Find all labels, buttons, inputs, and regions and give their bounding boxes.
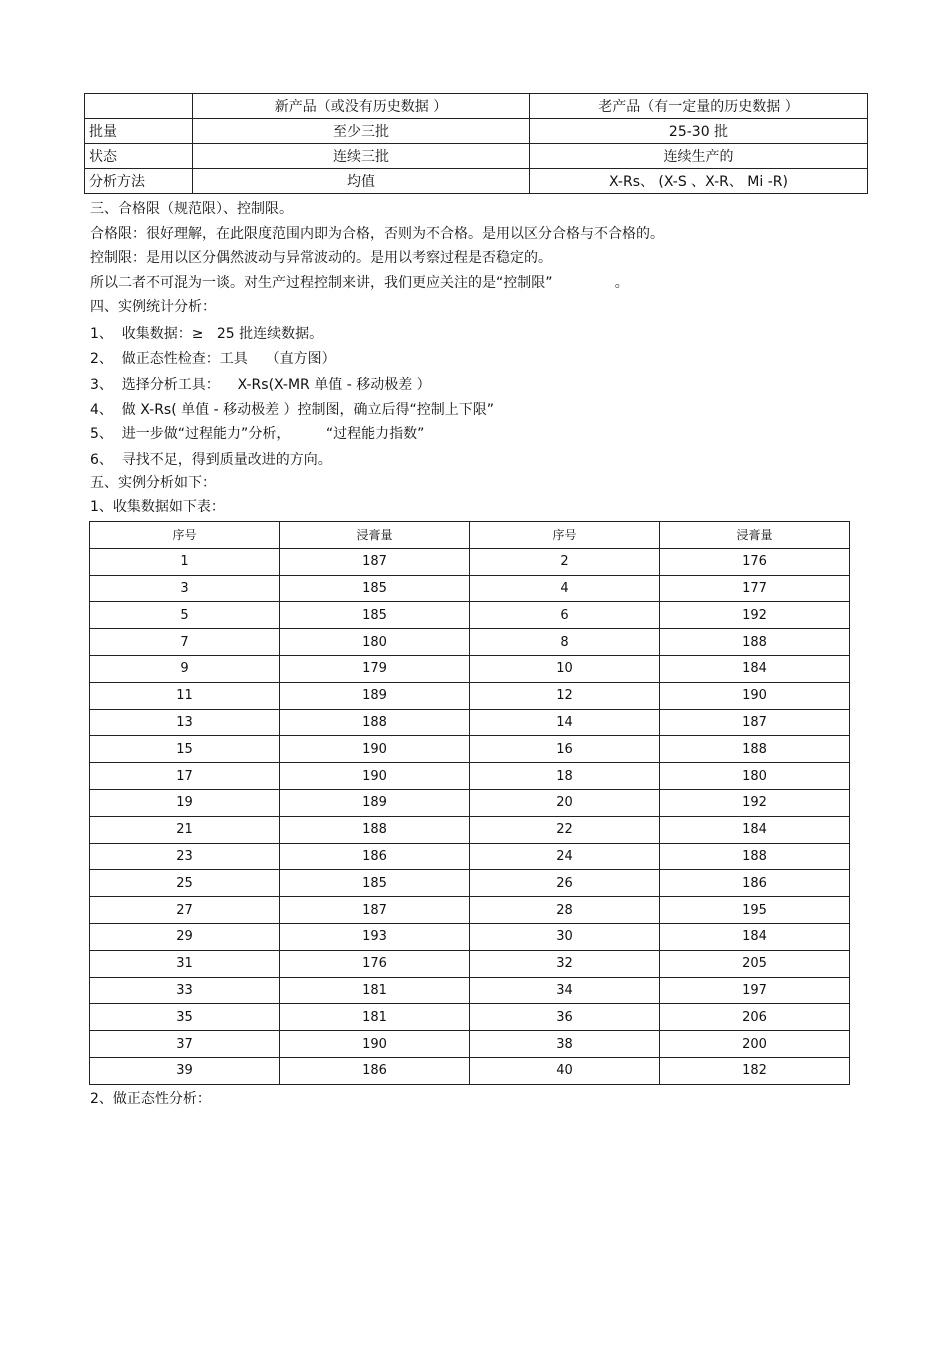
table-cell-extract: 197 [660,977,850,1004]
table-cell-index: 1 [90,548,280,575]
table-row [90,1057,850,1084]
comparison-row [85,119,868,144]
table-cell-index: 4 [470,575,660,602]
comparison-table [84,93,868,194]
table-cell-extract: 187 [280,548,470,575]
table-cell-extract: 189 [280,682,470,709]
table-cell-index: 30 [470,923,660,950]
table-cell-extract: 192 [660,602,850,629]
table-row [90,682,850,709]
comparison-cell: 连续生产的 [530,144,868,169]
table-cell-extract: 176 [660,548,850,575]
table-cell-index: 28 [470,897,660,924]
table-cell-extract: 187 [660,709,850,736]
table-cell-index: 8 [470,629,660,656]
table-row [90,709,850,736]
table-cell-index: 37 [90,1031,280,1058]
table-row [90,843,850,870]
table-cell-index: 9 [90,655,280,682]
table-cell-extract: 188 [660,843,850,870]
table-cell-extract: 186 [280,1057,470,1084]
table-row [90,816,850,843]
column-header-extract: 浸膏量 [660,522,850,549]
table-cell-index: 36 [470,1004,660,1031]
table-cell-extract: 205 [660,950,850,977]
column-header-index: 序号 [90,522,280,549]
data-table [89,521,850,1085]
table-cell-index: 10 [470,655,660,682]
table-cell-extract: 193 [280,923,470,950]
table-cell-extract: 187 [280,897,470,924]
table-row [90,763,850,790]
paragraph-control-limit: 控制限：是用以区分偶然波动与异常波动的。是用以考察过程是否稳定的。 [90,250,552,266]
table-cell-index: 26 [470,870,660,897]
table-row [90,897,850,924]
table-cell-index: 31 [90,950,280,977]
list-item-step-4: 4、 做 X-Rs( 单值 - 移动极差 ）控制图，确立后得“控制上下限” [90,402,495,418]
table-cell-index: 15 [90,736,280,763]
table-cell-index: 7 [90,629,280,656]
table-row [90,950,850,977]
paragraph-acceptance-limit: 合格限：很好理解，在此限度范围内即为合格，否则为不合格。是用以区分合格与不合格的。 [90,226,664,242]
table-cell-index: 17 [90,763,280,790]
comparison-cell: 状态 [85,144,193,169]
table-row [90,789,850,816]
comparison-cell: 批量 [85,119,193,144]
table-cell-index: 38 [470,1031,660,1058]
table-cell-extract: 179 [280,655,470,682]
comparison-header-cell: 新产品（或没有历史数据 ） [193,94,530,119]
table-cell-index: 5 [90,602,280,629]
table-cell-extract: 184 [660,923,850,950]
table-row [90,736,850,763]
table-cell-index: 22 [470,816,660,843]
table-cell-index: 33 [90,977,280,1004]
table-row [90,629,850,656]
data-table-body [90,548,850,1084]
table-cell-index: 6 [470,602,660,629]
table-row [90,575,850,602]
comparison-cell: 连续三批 [193,144,530,169]
table-cell-index: 34 [470,977,660,1004]
table-cell-index: 14 [470,709,660,736]
table-cell-index: 21 [90,816,280,843]
column-header-extract: 浸膏量 [280,522,470,549]
comparison-cell: 分析方法 [85,169,193,194]
table-row [90,870,850,897]
comparison-row [85,169,868,194]
list-item-step-5: 5、 进一步做“过程能力”分析， “过程能力指数” [90,426,425,442]
table-cell-extract: 186 [280,843,470,870]
paragraph-conclusion: 所以二者不可混为一谈。对生产过程控制来讲，我们更应关注的是“控制限” 。 [90,275,629,291]
table-cell-extract: 181 [280,1004,470,1031]
table-row [90,1031,850,1058]
table-cell-index: 11 [90,682,280,709]
table-cell-extract: 182 [660,1057,850,1084]
data-table-header-row [90,522,850,549]
table-cell-extract: 181 [280,977,470,1004]
table-cell-extract: 176 [280,950,470,977]
table-cell-index: 23 [90,843,280,870]
table-cell-index: 19 [90,789,280,816]
section-heading-example: 五、实例分析如下： [90,475,216,491]
table-cell-extract: 180 [280,629,470,656]
table-row [90,655,850,682]
section-heading-analysis: 四、实例统计分析： [90,299,216,315]
table-cell-extract: 188 [280,709,470,736]
comparison-cell: X-Rs、 (X-S 、X-R、 Mi -R) [530,169,868,194]
table-cell-extract: 185 [280,575,470,602]
table-row [90,548,850,575]
comparison-cell: 25-30 批 [530,119,868,144]
table-cell-index: 3 [90,575,280,602]
table-cell-index: 13 [90,709,280,736]
table-cell-extract: 177 [660,575,850,602]
subheading-collect-data: 1、收集数据如下表： [90,499,225,515]
table-cell-extract: 188 [280,816,470,843]
table-cell-index: 24 [470,843,660,870]
list-item-step-3: 3、 选择分析工具： X-Rs(X-MR 单值 - 移动极差 ） [90,377,431,393]
table-cell-extract: 200 [660,1031,850,1058]
table-cell-index: 20 [470,789,660,816]
table-cell-index: 2 [470,548,660,575]
table-cell-extract: 190 [280,763,470,790]
list-item-step-2: 2、 做正态性检查：工具 （直方图） [90,351,336,367]
comparison-header-cell: 老产品（有一定量的历史数据 ） [530,94,868,119]
table-cell-extract: 189 [280,789,470,816]
table-cell-index: 40 [470,1057,660,1084]
table-row [90,1004,850,1031]
table-row [90,923,850,950]
table-cell-extract: 185 [280,870,470,897]
table-cell-index: 27 [90,897,280,924]
column-header-index: 序号 [470,522,660,549]
table-cell-extract: 190 [280,1031,470,1058]
table-cell-index: 16 [470,736,660,763]
table-cell-index: 12 [470,682,660,709]
table-cell-extract: 184 [660,816,850,843]
table-cell-index: 32 [470,950,660,977]
table-row [90,977,850,1004]
table-cell-extract: 190 [280,736,470,763]
comparison-cell: 至少三批 [193,119,530,144]
table-cell-extract: 184 [660,655,850,682]
table-cell-extract: 180 [660,763,850,790]
table-cell-extract: 186 [660,870,850,897]
comparison-header-row [85,94,868,119]
table-cell-extract: 206 [660,1004,850,1031]
table-row [90,602,850,629]
list-item-step-6: 6、 寻找不足，得到质量改进的方向。 [90,452,332,468]
table-cell-index: 35 [90,1004,280,1031]
comparison-cell: 均值 [193,169,530,194]
comparison-header-cell [85,94,193,119]
table-cell-extract: 192 [660,789,850,816]
table-cell-extract: 188 [660,629,850,656]
list-item-step-1: 1、 收集数据：≥ 25 批连续数据。 [90,326,324,342]
table-cell-extract: 188 [660,736,850,763]
subheading-normality: 2、做正态性分析： [90,1091,211,1107]
section-heading-limits: 三、合格限（规范限）、控制限。 [90,201,293,217]
table-cell-index: 25 [90,870,280,897]
table-cell-extract: 190 [660,682,850,709]
table-cell-index: 29 [90,923,280,950]
comparison-row [85,144,868,169]
table-cell-extract: 195 [660,897,850,924]
table-cell-extract: 185 [280,602,470,629]
table-cell-index: 39 [90,1057,280,1084]
table-cell-index: 18 [470,763,660,790]
